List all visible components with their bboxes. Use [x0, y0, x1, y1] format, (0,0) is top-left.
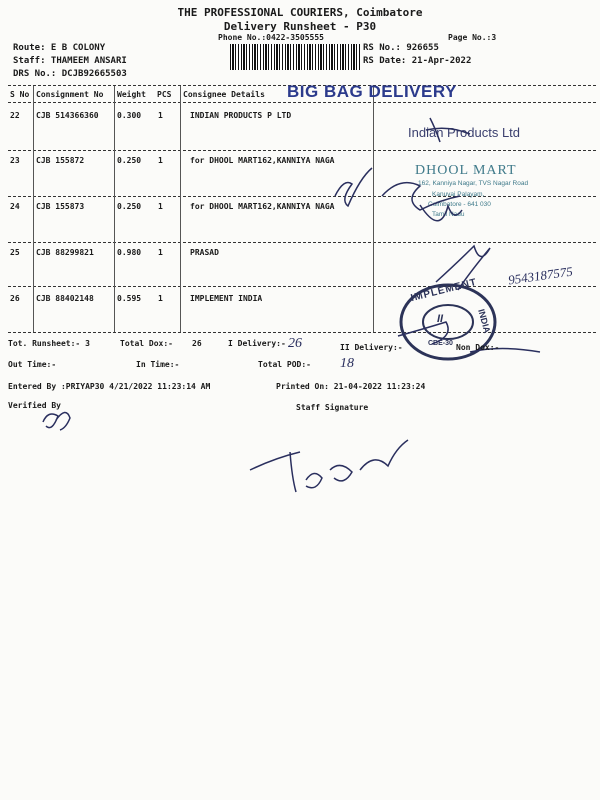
row-pcs: 1 — [158, 294, 163, 303]
row-consignment: CJB 88299821 — [36, 248, 94, 257]
rs-date: RS Date: 21-Apr-2022 — [363, 56, 472, 66]
phone-number: Phone No.:0422-3505555 — [218, 33, 324, 42]
row-pcs: 1 — [158, 156, 163, 165]
col-header-consignee: Consignee Details — [183, 90, 265, 99]
total-dox-value: 26 — [192, 339, 202, 348]
row-sno: 25 — [10, 248, 20, 257]
row-pcs: 1 — [158, 248, 163, 257]
row-consignment: CJB 88402148 — [36, 294, 94, 303]
i-delivery-label: I Delivery:- — [228, 339, 286, 348]
row-pcs: 1 — [158, 111, 163, 120]
company-title: THE PROFESSIONAL COURIERS, Coimbatore — [177, 6, 423, 19]
implement-stamp-text: IMPLEMENT — [409, 276, 479, 305]
col-header-sno: S No — [10, 90, 30, 99]
row-separator — [8, 196, 596, 197]
row-consignment: CJB 155872 — [36, 156, 85, 165]
row-consignment: CJB 155873 — [36, 202, 85, 211]
row-weight: 0.250 — [117, 202, 142, 211]
row-weight: 0.595 — [117, 294, 142, 303]
row-consignment: CJB 514366360 — [36, 111, 99, 120]
dhool-mart-address: Coimbatore - 641 030 — [428, 201, 491, 208]
dhool-mart-title: DHOOL MART — [415, 163, 517, 178]
out-time-label: Out Time:- — [8, 360, 57, 369]
column-divider — [180, 86, 181, 332]
printed-on: Printed On: 21-04-2022 11:23:24 — [276, 382, 426, 391]
implement-stamp-center: II — [437, 313, 444, 325]
total-pod-label: Total POD:- — [258, 360, 311, 369]
signature-stroke — [335, 168, 372, 206]
row-sno: 23 — [10, 156, 20, 165]
big-bag-stamp: BIG BAG DELIVERY — [287, 82, 457, 101]
i-delivery-handwritten: 26 — [288, 336, 302, 351]
row-consignee: PRASAD — [190, 248, 219, 257]
indian-products-stamp: Indian Products Ltd — [408, 125, 521, 140]
column-divider — [373, 86, 374, 332]
row-weight: 0.980 — [117, 248, 142, 257]
verified-signature — [43, 412, 70, 430]
staff-label: Staff: THAMEEM ANSARI — [13, 56, 127, 66]
row-consignee: INDIAN PRODUCTS P LTD — [190, 111, 292, 120]
table-bottom-rule — [8, 332, 596, 333]
col-header-consignment: Consignment No — [36, 90, 104, 99]
route-label: Route: E B COLONY — [13, 43, 106, 53]
tot-runsheet: Tot. Runsheet:- 3 — [8, 339, 90, 348]
table-header-rule — [8, 102, 596, 103]
total-pod-handwritten: 18 — [340, 356, 354, 371]
col-header-pcs: PCS — [157, 90, 172, 99]
row-separator — [8, 150, 596, 151]
row-separator — [8, 286, 596, 287]
row-sno: 24 — [10, 202, 20, 211]
staff-signature-label: Staff Signature — [296, 403, 369, 412]
entered-by: Entered By :PRIYAP30 4/21/2022 11:23:14 AM — [8, 382, 211, 391]
page-number: Page No.:3 — [448, 33, 497, 42]
implement-stamp-text: CBE-30 — [428, 340, 453, 347]
non-dox-label: Non Dox:- — [456, 343, 500, 352]
verified-by: Verified By — [8, 401, 61, 410]
total-dox-label: Total Dox:- — [120, 339, 173, 348]
dhool-mart-address: 162, Kanniya Nagar, TVS Nagar Road — [418, 180, 529, 187]
row-consignee: IMPLEMENT INDIA — [190, 294, 263, 303]
rs-number: RS No.: 926655 — [363, 43, 439, 53]
in-time-label: In Time:- — [136, 360, 180, 369]
column-divider — [33, 86, 34, 332]
staff-signature-text — [300, 430, 302, 431]
handwritten-phone: 9543187575 — [507, 263, 574, 288]
implement-stamp-text: INDIA — [476, 307, 493, 335]
row-consignee: for DHOOL MART162,KANNIYA NAGA — [190, 202, 335, 211]
staff-signature-stroke — [250, 440, 408, 492]
row-sno: 22 — [10, 111, 20, 120]
dhool-mart-address: Tamil Nadu — [432, 211, 465, 218]
row-weight: 0.250 — [117, 156, 142, 165]
row-separator — [8, 242, 596, 243]
sheet-title: Delivery Runsheet - P30 — [223, 20, 377, 33]
drs-label: DRS No.: DCJB92665503 — [13, 69, 127, 79]
column-divider — [114, 86, 115, 332]
dhool-mart-address: Kanuvai Palayam, — [432, 191, 485, 198]
barcode — [230, 44, 360, 70]
row-sno: 26 — [10, 294, 20, 303]
row-pcs: 1 — [158, 202, 163, 211]
row-weight: 0.300 — [117, 111, 142, 120]
row-consignee: for DHOOL MART162,KANNIYA NAGA — [190, 156, 335, 165]
ii-delivery-label: II Delivery:- — [340, 343, 403, 352]
col-header-weight: Weight — [117, 90, 146, 99]
